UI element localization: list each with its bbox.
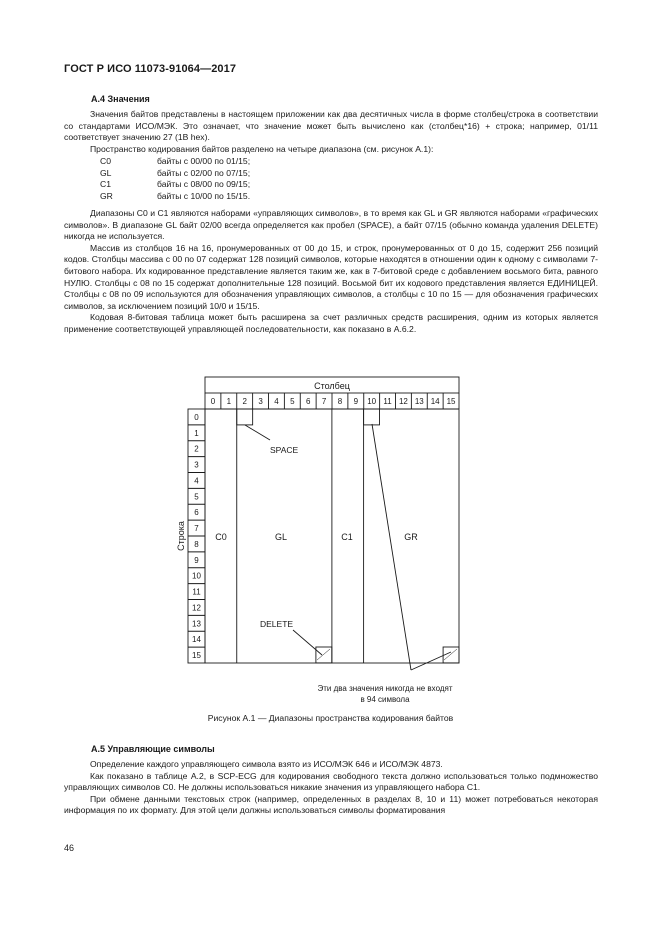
space-cell bbox=[237, 409, 253, 425]
row-number-label: 5 bbox=[194, 492, 199, 502]
column-number-label: 0 bbox=[210, 397, 216, 406]
note-line-1: Эти два значения никогда не входят bbox=[317, 684, 453, 693]
range-desc: байты с 02/00 по 07/15; bbox=[157, 167, 251, 178]
column-number-label: 2 bbox=[242, 397, 247, 406]
space-label: SPACE bbox=[270, 445, 299, 455]
row-number-label: 14 bbox=[192, 635, 201, 645]
paragraph: Значения байтов представлены в настоящем приложении как два десятичных числа в форме столбец/строка в соответствии со стандартами ИСО/МЭК. Это означает, что значение может быть вычислено как (столбец*16) + строка; например, 01/11 соответствует значению 27 (1В hex). bbox=[64, 109, 598, 143]
delete-label: DELETE bbox=[260, 619, 294, 629]
column-number-label: 10 bbox=[367, 397, 377, 406]
note-leader-2 bbox=[411, 652, 451, 670]
row-number-label: 13 bbox=[192, 619, 201, 629]
section-a5-heading: А.5 Управляющие символы bbox=[91, 744, 215, 754]
gr-excluded-first-cell bbox=[364, 409, 380, 425]
space-leader bbox=[245, 425, 270, 440]
paragraph: Массив из столбцов 16 на 16, пронумерованных от 00 до 15, и строк, пронумерованных от 0 до 15, содержит 256 позиций кодов. Столбцы массива с 00 по 07 содержат 128 позиций символов, которые находятся в отношении один к одному с символами 7-битового набора. Их кодированное представление является таким же, как в 7-битовой среде с добавлением восьмого бита, равного НУЛЮ. Столбцы с 08 по 15 содержат дополнительные 128 позиций. Восьмой бит их кодового представления является ЕДИНИЦЕЙ. Столбцы с 08 по 09 используются для обозначения управляющих символов, а столбцы с 10 по 15 — для обозначения графических символов, за исключением позиций 10/0 и 15/15. bbox=[64, 242, 598, 311]
range-desc: байты с 10/00 по 15/15. bbox=[157, 190, 251, 201]
document-header: ГОСТ Р ИСО 11073-91064—2017 bbox=[64, 63, 237, 75]
range-code: C1 bbox=[100, 179, 111, 190]
range-code: GR bbox=[100, 190, 113, 201]
column-number-label: 9 bbox=[353, 397, 359, 406]
row-number-label: 9 bbox=[194, 555, 199, 565]
column-number-label: 14 bbox=[430, 397, 440, 406]
row-number-label: 3 bbox=[194, 460, 199, 470]
range-desc: байты с 08/00 по 09/15; bbox=[157, 179, 251, 190]
delete-leader bbox=[293, 630, 322, 655]
paragraph: Пространство кодирования байтов разделено на четыре диапазона (см. рисунок А.1): bbox=[90, 143, 434, 154]
range-label-c1: C1 bbox=[341, 532, 353, 542]
column-number-label: 15 bbox=[446, 397, 456, 406]
row-number-label: 10 bbox=[192, 571, 201, 581]
row-number-label: 7 bbox=[194, 524, 199, 534]
figure-caption: Рисунок А.1 — Диапазоны пространства кодирования байтов bbox=[207, 713, 454, 723]
note-leader-1 bbox=[372, 424, 411, 670]
row-number-label: 0 bbox=[194, 412, 199, 422]
column-number-label: 12 bbox=[398, 397, 408, 406]
range-label-gr: GR bbox=[404, 532, 418, 542]
column-number-label: 6 bbox=[305, 397, 311, 406]
range-desc: байты с 00/00 по 01/15; bbox=[157, 156, 251, 166]
row-number-label: 2 bbox=[194, 444, 199, 454]
column-axis-title: Столбец bbox=[314, 381, 350, 391]
column-number-label: 13 bbox=[414, 397, 424, 406]
paragraph: Кодовая 8-битовая таблица может быть расширена за счет различных средств расширения, одним из которых является применение соответствующей управляющей последовательности, как показано в А.6.2. bbox=[64, 312, 598, 334]
column-number-label: 8 bbox=[337, 397, 343, 406]
range-label-c0: C0 bbox=[215, 532, 227, 542]
row-number-label: 1 bbox=[194, 428, 199, 438]
column-number-label: 7 bbox=[321, 397, 327, 406]
row-number-label: 15 bbox=[192, 651, 201, 661]
paragraph: При обмене данными текстовых строк (например, определенных в разделах 8, 10 и 11) может потребоваться некоторая информация по их формату. Для этой цели должны использоваться символы форматирования bbox=[64, 793, 598, 816]
note-line-2: в 94 символа bbox=[360, 695, 410, 704]
row-number-label: 12 bbox=[192, 603, 201, 613]
section-a5-body bbox=[64, 759, 598, 817]
row-number-label: 8 bbox=[194, 539, 199, 549]
row-axis-title: Строка bbox=[176, 521, 186, 551]
paragraph: Определение каждого управляющего символа взято из ИСО/МЭК 646 и ИСО/МЭК 4873. bbox=[90, 759, 443, 769]
column-number-label: 11 bbox=[383, 397, 392, 406]
range-label-gl: GL bbox=[274, 532, 288, 542]
row-number-label: 4 bbox=[194, 476, 199, 486]
column-number-label: 5 bbox=[290, 397, 295, 406]
range-code: C0 bbox=[100, 156, 111, 166]
row-number-label: 11 bbox=[192, 587, 201, 597]
paragraph: Как показано в таблице А.2, в SCP-ECG для кодирования свободного текста должно использоваться только подмножество управляющих символов С0. Не должны использоваться никакие значения из управляющего набора С1. bbox=[64, 770, 598, 793]
range-code: GL bbox=[100, 167, 112, 178]
paragraph: Диапазоны С0 и С1 являются наборами «управляющих символов», в то время как GL и GR являются наборами «графических символов». В диапазоне GL байт 02/00 всегда определяется как пробел (SPACE), а байт 07/15 (обычно команда удаления DELETE) никогда не используется. bbox=[64, 208, 598, 242]
column-number-label: 1 bbox=[226, 397, 232, 406]
section-a4-heading: А.4 Значения bbox=[91, 94, 150, 104]
column-number-label: 3 bbox=[258, 397, 263, 406]
column-number-label: 4 bbox=[274, 397, 279, 406]
page-number: 46 bbox=[64, 843, 75, 853]
row-number-label: 6 bbox=[194, 508, 199, 518]
